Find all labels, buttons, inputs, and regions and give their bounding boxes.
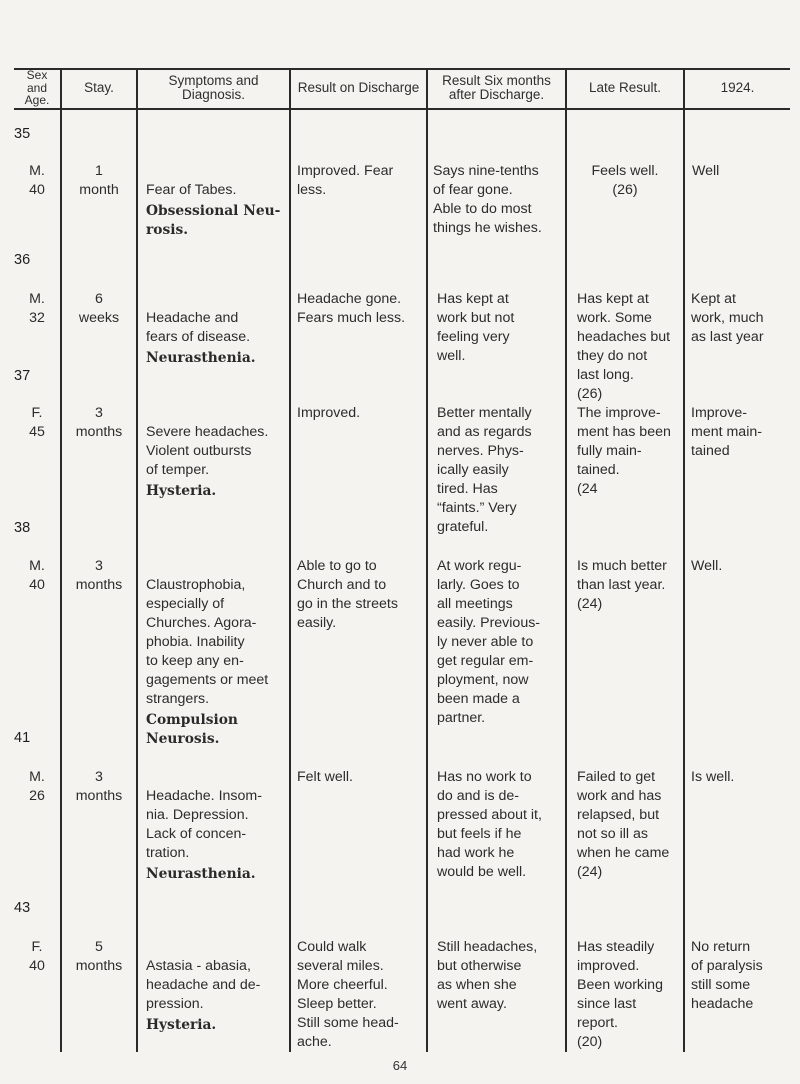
case-late-result: Feels well. (26) bbox=[591, 163, 659, 198]
case-sex: M. bbox=[29, 769, 45, 785]
case-result-discharge: Able to go to Church and to go in the streets easily. bbox=[297, 558, 398, 631]
symptoms-text: Fear of Tabes. bbox=[146, 182, 237, 198]
case-1924: Well. bbox=[691, 558, 723, 574]
case-result-six-months: Still headaches, but otherwise as when she went away. bbox=[437, 939, 538, 1012]
case-late-result: Has steadily improved. Been working since last report. (20) bbox=[577, 939, 663, 1050]
header-1924: 1924. bbox=[720, 80, 755, 95]
case-stay: 3 months bbox=[75, 558, 123, 593]
case-symptoms bbox=[146, 557, 284, 768]
case-age: 40 bbox=[29, 182, 45, 198]
diagnosis-label: Neurasthenia. bbox=[146, 350, 256, 366]
case-result-six-months: Better mentally and as regards nerves. Phys- ically easily tired. Has “faints.” Very grateful. bbox=[437, 405, 532, 535]
case-sex: F. bbox=[31, 405, 43, 421]
column-rule bbox=[565, 68, 567, 1052]
case-number: 43 bbox=[14, 900, 31, 916]
case-stay: 3 months bbox=[75, 405, 123, 440]
case-late-result: The improve- ment has been fully main- tained. (24 bbox=[577, 405, 671, 497]
case-1924: Well bbox=[692, 163, 720, 179]
case-1924: No return of paralysis still some headache bbox=[691, 939, 763, 1012]
diagnosis-label: Neurasthenia. bbox=[146, 866, 256, 882]
case-result-six-months: Has kept at work but not feeling very well. bbox=[437, 291, 515, 364]
header-late-result: Late Result. bbox=[588, 80, 662, 95]
case-symptoms bbox=[146, 768, 284, 903]
case-result-discharge: Felt well. bbox=[297, 769, 353, 785]
diagnosis-label: Hysteria. bbox=[146, 483, 217, 499]
case-result-six-months: Has no work to do and is de- pressed about it, but feels if he had work he would be well. bbox=[437, 769, 542, 880]
case-stay: 1 month bbox=[79, 163, 119, 198]
case-number: 35 bbox=[14, 126, 31, 142]
case-late-result: Is much better than last year. (24) bbox=[577, 558, 667, 612]
case-sex: M. bbox=[29, 291, 45, 307]
header-result-six-months: Result Six months after Discharge. bbox=[442, 73, 551, 102]
case-result-discharge: Headache gone. Fears much less. bbox=[297, 291, 406, 326]
case-result-discharge: Could walk several miles. More cheerful. Sleep better. Still some head- ache. bbox=[297, 939, 399, 1050]
header-result-discharge: Result on Discharge bbox=[297, 80, 420, 95]
symptoms-text: Astasia - abasia, headache and de- pression. bbox=[146, 958, 261, 1012]
case-result-six-months: Says nine-tenths of fear gone. Able to do most things he wishes. bbox=[433, 163, 542, 236]
case-number: 37 bbox=[14, 368, 31, 384]
column-rule bbox=[289, 68, 291, 1052]
page-number: 64 bbox=[392, 1058, 408, 1073]
case-number: 36 bbox=[14, 252, 31, 268]
case-age: 40 bbox=[29, 958, 45, 974]
case-symptoms bbox=[146, 290, 284, 387]
case-1924: Is well. bbox=[691, 769, 735, 785]
table-header-rule bbox=[14, 108, 790, 110]
column-rule bbox=[426, 68, 428, 1052]
case-1924: Improve- ment main- tained bbox=[691, 405, 762, 459]
symptoms-text: Headache and fears of disease. bbox=[146, 310, 251, 345]
header-sex-age: Sex and Age. bbox=[24, 68, 50, 108]
case-late-result: Failed to get work and has relapsed, but not so ill as when he came (24) bbox=[577, 769, 670, 880]
case-stay: 3 months bbox=[75, 769, 123, 804]
diagnosis-label: Compulsion Neurosis. bbox=[146, 712, 238, 747]
case-1924: Kept at work, much as last year bbox=[691, 291, 764, 345]
case-symptoms bbox=[146, 162, 284, 259]
case-result-discharge: Improved. bbox=[297, 405, 361, 421]
column-rule bbox=[136, 68, 138, 1052]
symptoms-text: Severe headaches. Violent outbursts of temper. bbox=[146, 424, 269, 478]
case-stay: 5 months bbox=[75, 939, 123, 974]
case-sex: M. bbox=[29, 163, 45, 179]
symptoms-text: Claustrophobia, especially of Churches. Agora- phobia. Inability to keep any en- gagements or meet strangers. bbox=[146, 577, 269, 707]
case-late-result: Has kept at work. Some headaches but they do not last long. (26) bbox=[577, 291, 671, 402]
case-age: 26 bbox=[29, 788, 45, 804]
diagnosis-label: Obsessional Neu- rosis. bbox=[146, 203, 281, 238]
case-result-six-months: At work regu- larly. Goes to all meetings easily. Previous- ly never able to get regular em- ployment, now been made a partner. bbox=[437, 558, 541, 726]
column-rule bbox=[683, 68, 685, 1052]
case-number: 41 bbox=[14, 730, 31, 746]
header-symptoms: Symptoms and Diagnosis. bbox=[168, 73, 259, 102]
case-age: 32 bbox=[29, 310, 45, 326]
diagnosis-label: Hysteria. bbox=[146, 1017, 217, 1033]
case-symptoms bbox=[146, 404, 284, 520]
header-stay: Stay. bbox=[84, 80, 114, 95]
symptoms-text: Headache. Insom- nia. Depression. Lack of concen- tration. bbox=[146, 788, 262, 861]
case-number: 38 bbox=[14, 520, 31, 536]
case-sex: M. bbox=[29, 558, 45, 574]
case-age: 45 bbox=[29, 424, 45, 440]
case-symptoms bbox=[146, 938, 284, 1054]
case-age: 40 bbox=[29, 577, 45, 593]
case-stay: 6 weeks bbox=[78, 291, 120, 326]
case-sex: F. bbox=[31, 939, 43, 955]
case-result-discharge: Improved. Fear less. bbox=[297, 163, 394, 198]
